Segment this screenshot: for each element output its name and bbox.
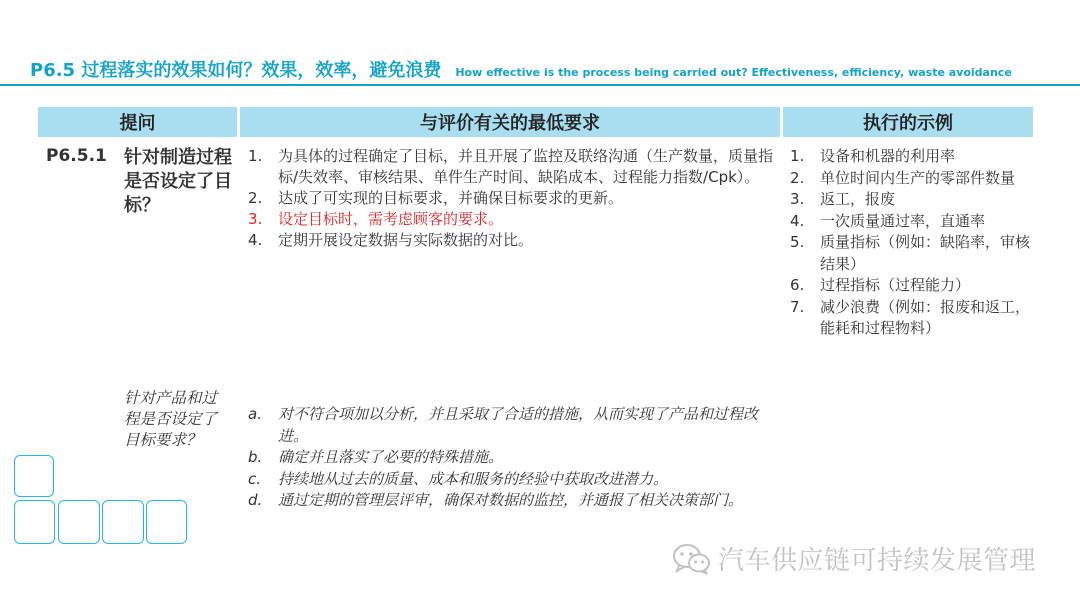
item-text: 返工，报废 <box>820 190 896 208</box>
example-item <box>788 168 1034 190</box>
page-subtitle: How effective is the process being carried out? Effectiveness, efficiency, waste avoidance <box>455 66 1012 79</box>
placeholder-box <box>146 500 187 544</box>
item-number: 4. <box>790 211 805 230</box>
secondary-item <box>246 447 776 469</box>
item-text: 通过定期的管理层评审，确保对数据的监控，并通报了相关决策部门。 <box>278 491 744 509</box>
column-header-question: 提问 <box>38 107 237 137</box>
requirements-list <box>246 146 782 251</box>
item-text: 质量指标（例如：缺陷率，审核结果） <box>820 233 1031 273</box>
title-bar <box>30 56 1054 84</box>
item-number: 2. <box>248 189 263 207</box>
item-text: 一次质量通过率，直通率 <box>820 211 986 230</box>
watermark <box>672 540 1036 577</box>
placeholder-box <box>14 500 55 544</box>
requirement-item-highlighted <box>246 209 782 230</box>
item-number: 7. <box>790 297 805 316</box>
item-number: 6. <box>790 276 805 294</box>
item-text: 对不符合项加以分析，并且采取了合适的措施，从而实现了产品和过程改进。 <box>278 405 759 445</box>
item-number: 4. <box>248 231 263 249</box>
page-title: P6.5 过程落实的效果如何？效果，效率，避免浪费 <box>30 60 442 81</box>
item-text: 设定目标时，需考虑顾客的要求。 <box>278 210 504 228</box>
item-text: 过程指标（过程能力） <box>820 276 971 294</box>
item-text: 减少浪费（例如：报废和返工，能耗和过程物料） <box>820 297 1031 337</box>
item-text: 确定并且落实了必要的特殊措施。 <box>278 448 504 466</box>
item-letter: c. <box>248 469 262 488</box>
secondary-item <box>246 469 776 491</box>
secondary-question-text: 针对产品和过程是否设定了目标要求？ <box>124 389 218 449</box>
item-text: 设备和机器的利用率 <box>820 147 956 165</box>
example-item <box>788 146 1034 168</box>
requirement-item <box>246 188 782 209</box>
example-item <box>788 189 1034 211</box>
item-text: 为具体的过程确定了目标，并且开展了监控及联络沟通（生产数量，质量指标/失效率、审核结果、单件生产时间、缺陷成本、过程能力指数/Cpk）。 <box>278 147 774 186</box>
item-number: 1. <box>790 147 805 165</box>
item-text: 定期开展设定数据与实际数据的对比。 <box>278 231 534 249</box>
item-text: 持续地从过去的质量、成本和服务的经验中获取改进潜力。 <box>278 469 669 488</box>
item-number: 5. <box>790 233 805 251</box>
item-text: 达成了可实现的目标要求，并确保目标要求的更新。 <box>278 189 624 207</box>
wechat-icon <box>672 542 712 576</box>
placeholder-box <box>14 455 54 497</box>
question-id: P6.5.1 <box>46 146 107 166</box>
secondary-item <box>246 490 776 512</box>
example-item <box>788 275 1034 297</box>
example-item <box>788 232 1034 275</box>
requirement-item <box>246 230 782 251</box>
item-number: 2. <box>790 168 805 187</box>
placeholder-box <box>102 500 144 544</box>
requirement-item <box>246 146 782 188</box>
example-item <box>788 297 1034 340</box>
title-divider <box>0 84 1080 86</box>
examples-list <box>788 146 1034 340</box>
question-text: 针对制造过程是否设定了目标？ <box>124 147 232 216</box>
column-header-examples: 执行的示例 <box>783 107 1033 137</box>
placeholder-box <box>58 500 100 544</box>
item-letter: d. <box>248 491 263 509</box>
item-text: 单位时间内生产的零部件数量 <box>820 168 1016 187</box>
item-letter: b. <box>248 448 263 466</box>
item-number: 3. <box>248 210 263 228</box>
example-item <box>788 211 1034 233</box>
item-letter: a. <box>248 405 262 423</box>
column-header-requirements: 与评价有关的最低要求 <box>240 107 780 137</box>
secondary-items-list <box>246 404 776 512</box>
watermark-text: 汽车供应链可持续发展管理 <box>718 546 1037 576</box>
item-number: 1. <box>248 147 263 165</box>
secondary-item <box>246 404 776 447</box>
item-number: 3. <box>790 190 805 208</box>
